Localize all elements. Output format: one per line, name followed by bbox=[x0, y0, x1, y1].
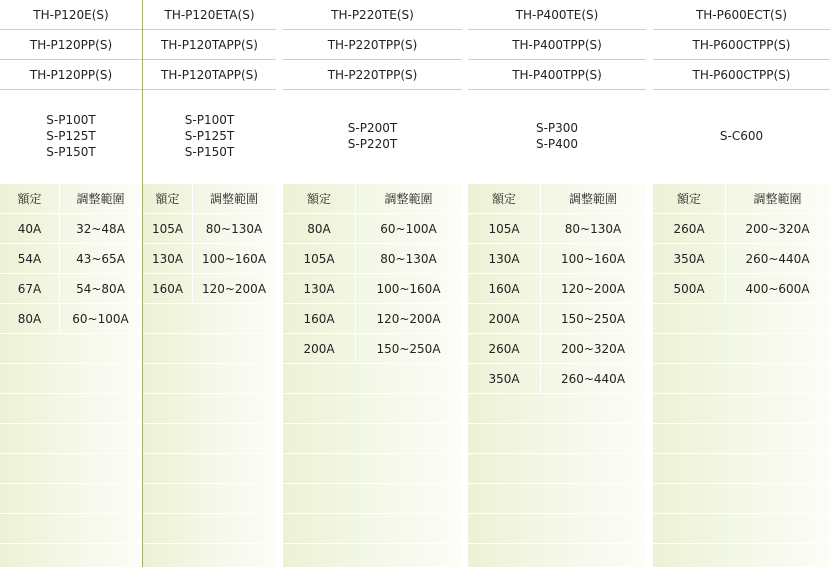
table-row bbox=[468, 214, 646, 244]
adjust-range: 60~100A bbox=[380, 221, 437, 236]
model-label: TH-P120PP(S) bbox=[0, 60, 142, 90]
table-row bbox=[653, 544, 830, 574]
table-row bbox=[468, 274, 646, 304]
table-row bbox=[283, 364, 462, 394]
table-row bbox=[468, 454, 646, 484]
rating-header-row bbox=[283, 184, 462, 214]
table-row bbox=[143, 544, 276, 574]
rating-header-row bbox=[468, 184, 646, 214]
series-item: S-P300 bbox=[535, 121, 579, 135]
adjust-range: 260~440A bbox=[745, 251, 810, 266]
table-row bbox=[283, 274, 462, 304]
model-label: TH-P400TE(S) bbox=[468, 0, 646, 30]
rating-grid bbox=[0, 184, 142, 567]
model-label: TH-P600CTPP(S) bbox=[653, 60, 830, 90]
column-separator bbox=[59, 184, 60, 333]
table-row bbox=[653, 364, 830, 394]
adjust-range: 200~320A bbox=[745, 221, 810, 236]
rating-grid bbox=[283, 184, 462, 567]
series-item: S-P150T bbox=[184, 145, 235, 159]
rated-current: 105A bbox=[303, 251, 335, 266]
adjust-range: 120~200A bbox=[201, 281, 267, 296]
series-list bbox=[0, 89, 142, 183]
divider-line bbox=[142, 0, 143, 567]
table-row bbox=[283, 484, 462, 514]
rated-current: 40A bbox=[17, 221, 42, 236]
table-row bbox=[0, 514, 142, 544]
adjust-range: 100~160A bbox=[376, 281, 441, 296]
table-row bbox=[0, 484, 142, 514]
column-separator bbox=[192, 184, 193, 303]
model-label: TH-P120PP(S) bbox=[0, 30, 142, 60]
range-header: 調整範圍 bbox=[209, 192, 258, 206]
table-row bbox=[283, 424, 462, 454]
series-item: S-P200T bbox=[347, 121, 398, 135]
model-block bbox=[283, 0, 462, 567]
adjust-range: 150~250A bbox=[376, 341, 441, 356]
rating-header-row bbox=[0, 184, 142, 214]
table-row bbox=[283, 514, 462, 544]
rating-grid bbox=[468, 184, 646, 567]
table-row bbox=[653, 214, 830, 244]
table-row bbox=[143, 424, 276, 454]
rated-header: 額定 bbox=[491, 192, 516, 206]
rated-header: 額定 bbox=[155, 192, 180, 206]
column-separator bbox=[725, 184, 726, 303]
adjust-range: 120~200A bbox=[376, 311, 441, 326]
table-row bbox=[0, 394, 142, 424]
adjust-range: 80~130A bbox=[205, 221, 263, 236]
table-row bbox=[283, 544, 462, 574]
table-row bbox=[468, 244, 646, 274]
model-label: TH-P220TPP(S) bbox=[283, 60, 462, 90]
adjust-range: 100~160A bbox=[560, 251, 626, 266]
rated-current: 130A bbox=[488, 251, 520, 266]
series-item: S-C600 bbox=[719, 129, 764, 143]
rated-current: 160A bbox=[151, 281, 184, 296]
series-item: S-P125T bbox=[184, 129, 235, 143]
adjust-range: 54~80A bbox=[76, 281, 125, 296]
rated-current: 160A bbox=[488, 281, 520, 296]
table-row bbox=[0, 454, 142, 484]
adjust-range: 43~65A bbox=[76, 251, 125, 266]
adjust-range: 32~48A bbox=[76, 221, 125, 236]
table-row bbox=[143, 364, 276, 394]
table-row bbox=[143, 214, 276, 244]
model-label: TH-P600CTPP(S) bbox=[653, 30, 830, 60]
rated-header: 額定 bbox=[306, 192, 331, 206]
rated-current: 130A bbox=[151, 251, 184, 266]
rated-current: 130A bbox=[303, 281, 335, 296]
table-row bbox=[143, 274, 276, 304]
model-block bbox=[653, 0, 830, 567]
series-list bbox=[653, 89, 830, 183]
range-header: 調整範圍 bbox=[384, 192, 433, 206]
table-row bbox=[143, 244, 276, 274]
adjust-range: 120~200A bbox=[560, 281, 626, 296]
table-row bbox=[283, 394, 462, 424]
model-label: TH-P120TAPP(S) bbox=[143, 60, 276, 90]
table-row bbox=[653, 424, 830, 454]
rated-current: 200A bbox=[303, 341, 335, 356]
rated-header: 額定 bbox=[17, 192, 42, 206]
table-row bbox=[468, 514, 646, 544]
table-row bbox=[143, 484, 276, 514]
range-header: 調整範圍 bbox=[76, 192, 125, 206]
table-row bbox=[0, 544, 142, 574]
table-row bbox=[468, 544, 646, 574]
rated-current: 105A bbox=[488, 221, 520, 236]
table-row bbox=[653, 514, 830, 544]
model-label: TH-P120TAPP(S) bbox=[143, 30, 276, 60]
rated-current: 350A bbox=[488, 371, 520, 386]
table-row bbox=[0, 364, 142, 394]
model-block bbox=[143, 0, 276, 567]
table-row bbox=[283, 334, 462, 364]
adjust-range: 80~130A bbox=[380, 251, 437, 266]
table-row bbox=[283, 304, 462, 334]
table-row bbox=[653, 484, 830, 514]
model-label: TH-P400TPP(S) bbox=[468, 30, 646, 60]
model-block bbox=[0, 0, 142, 567]
model-label: TH-P120E(S) bbox=[0, 0, 142, 30]
adjust-range: 400~600A bbox=[745, 281, 810, 296]
series-list bbox=[468, 89, 646, 183]
rated-current: 80A bbox=[17, 311, 42, 326]
column-separator bbox=[540, 184, 541, 393]
model-label: TH-P120ETA(S) bbox=[143, 0, 276, 30]
series-item: S-P220T bbox=[347, 137, 398, 151]
rated-current: 67A bbox=[17, 281, 42, 296]
rated-current: 260A bbox=[488, 341, 520, 356]
table-row bbox=[653, 274, 830, 304]
table-row bbox=[283, 454, 462, 484]
model-label: TH-P220TE(S) bbox=[283, 0, 462, 30]
table-row bbox=[653, 334, 830, 364]
table-row bbox=[143, 304, 276, 334]
series-item: S-P150T bbox=[46, 145, 96, 159]
table-row bbox=[468, 304, 646, 334]
rated-current: 54A bbox=[17, 251, 42, 266]
rated-current: 160A bbox=[303, 311, 335, 326]
adjust-range: 60~100A bbox=[72, 311, 129, 326]
table-row bbox=[468, 424, 646, 454]
table-row bbox=[143, 514, 276, 544]
table-row bbox=[468, 394, 646, 424]
column-separator bbox=[355, 184, 356, 363]
table-row bbox=[283, 214, 462, 244]
table-row bbox=[143, 394, 276, 424]
rated-current: 500A bbox=[673, 281, 705, 296]
rating-grid bbox=[143, 184, 276, 567]
range-header: 調整範圍 bbox=[753, 192, 802, 206]
adjust-range: 80~130A bbox=[564, 221, 622, 236]
adjust-range: 150~250A bbox=[560, 311, 626, 326]
table-row bbox=[0, 334, 142, 364]
rated-current: 80A bbox=[307, 221, 331, 236]
model-label: TH-P220TPP(S) bbox=[283, 30, 462, 60]
table-row bbox=[468, 484, 646, 514]
rated-current: 350A bbox=[673, 251, 705, 266]
series-item: S-P100T bbox=[46, 113, 96, 127]
table-row bbox=[653, 304, 830, 334]
rated-current: 200A bbox=[488, 311, 520, 326]
adjust-range: 100~160A bbox=[201, 251, 267, 266]
table-row bbox=[653, 394, 830, 424]
rating-header-row bbox=[143, 184, 276, 214]
model-block bbox=[468, 0, 646, 567]
table-row bbox=[143, 334, 276, 364]
rated-current: 260A bbox=[673, 221, 705, 236]
table-row bbox=[0, 424, 142, 454]
rating-header-row bbox=[653, 184, 830, 214]
series-list bbox=[283, 89, 462, 183]
adjust-range: 260~440A bbox=[560, 371, 626, 386]
series-list bbox=[143, 89, 276, 183]
table-row bbox=[143, 454, 276, 484]
table-row bbox=[0, 274, 142, 304]
adjust-range: 200~320A bbox=[560, 341, 626, 356]
table-row bbox=[468, 364, 646, 394]
rated-current: 105A bbox=[151, 221, 184, 236]
table-row bbox=[0, 214, 142, 244]
model-label: TH-P400TPP(S) bbox=[468, 60, 646, 90]
series-item: S-P400 bbox=[535, 137, 579, 151]
table-row bbox=[468, 334, 646, 364]
rated-header: 額定 bbox=[676, 192, 701, 206]
rating-grid bbox=[653, 184, 830, 567]
table-row bbox=[653, 454, 830, 484]
series-item: S-P100T bbox=[184, 113, 235, 127]
table-row bbox=[653, 244, 830, 274]
model-label: TH-P600ECT(S) bbox=[653, 0, 830, 30]
range-header: 調整範圍 bbox=[568, 192, 617, 206]
table-row bbox=[0, 244, 142, 274]
series-item: S-P125T bbox=[46, 129, 96, 143]
table-row bbox=[283, 244, 462, 274]
table-row bbox=[0, 304, 142, 334]
